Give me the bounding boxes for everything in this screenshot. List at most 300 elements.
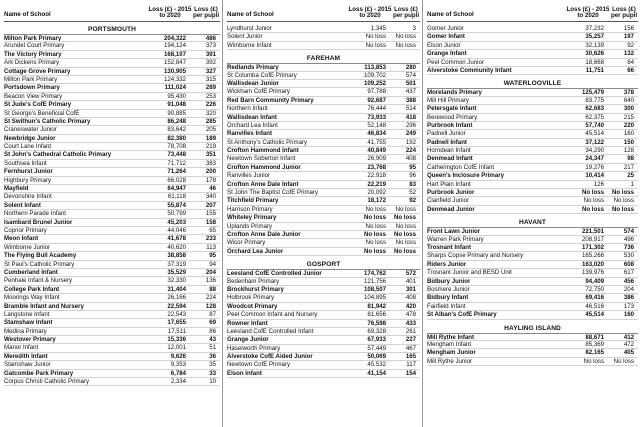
per-pupil-value: No loss: [393, 230, 416, 238]
loss-value: No loss: [581, 189, 604, 197]
header-per-pupil: Loss (£) per pupil: [392, 5, 420, 20]
table-row: [427, 341, 638, 349]
table-row: [427, 67, 638, 75]
table-row: [4, 235, 220, 243]
per-pupil-value: 220: [623, 121, 634, 129]
school-name: St John's Cathedral Catholic Primary: [4, 151, 112, 159]
loss-value: 62,683: [585, 105, 604, 113]
loss-value: 109,702: [363, 71, 386, 79]
loss-value: 9,626: [170, 352, 186, 360]
school-name: Solent Junior: [227, 33, 263, 41]
school-name: Gomer Junior: [427, 25, 464, 32]
table-row: [427, 227, 638, 235]
table-row: [4, 286, 220, 294]
school-name: Leesland CofE Controlled Junior: [227, 270, 322, 277]
school-name: Solent Infant: [4, 201, 41, 209]
school-name: Redlands Primary: [227, 64, 279, 71]
table-row: [4, 160, 220, 168]
loss-value: 194,124: [163, 42, 186, 50]
school-name: Alverstoke Community Infant: [427, 66, 512, 74]
column-body: [227, 22, 420, 378]
loss-value: 32,330: [167, 277, 186, 285]
loss-value: 124,332: [163, 75, 186, 83]
loss-value: 130,905: [163, 67, 186, 75]
school-name: Milton Park Primary: [4, 75, 58, 83]
per-pupil-value: 98: [627, 155, 634, 163]
per-pupil-value: 192: [405, 138, 416, 146]
loss-value: No loss: [363, 230, 386, 238]
per-pupil-value: 433: [405, 319, 416, 327]
table-row: [4, 303, 220, 311]
loss-value: 69,416: [585, 294, 604, 302]
loss-value: 90,885: [167, 109, 186, 117]
per-pupil-value: 253: [205, 92, 216, 100]
column-header: [427, 0, 638, 22]
school-name: Medina Primary: [4, 327, 47, 335]
loss-value: 23,768: [367, 163, 386, 171]
table-row: [227, 130, 420, 138]
table-row: [4, 168, 220, 176]
per-pupil-value: 189: [205, 134, 216, 142]
school-name: Crofton Hammond Infant: [227, 147, 299, 155]
per-pupil-value: 33: [209, 369, 216, 377]
table-row: [427, 42, 638, 50]
loss-value: 81,656: [367, 311, 386, 319]
per-pupil-value: 378: [623, 89, 634, 97]
column-body: [427, 22, 638, 366]
table-row: [227, 122, 420, 130]
per-pupil-value: 467: [405, 344, 416, 352]
loss-value: 221,501: [581, 228, 604, 236]
loss-value: 37,319: [167, 260, 186, 268]
school-name: Haselworth Primary: [227, 344, 281, 352]
school-name: Front Lawn Junior: [427, 228, 481, 235]
school-name: Highbury Primary: [4, 176, 52, 184]
per-pupil-value: 92: [627, 41, 634, 49]
header-school-name: Name of School: [227, 11, 274, 19]
table-row: [4, 344, 220, 352]
loss-value: No loss: [363, 247, 386, 255]
per-pupil-value: 217: [623, 163, 634, 171]
loss-value: 20,092: [367, 189, 386, 197]
loss-value: 78,708: [167, 143, 186, 151]
school-name: Horndean Infant: [427, 147, 471, 155]
loss-value: 69,328: [367, 327, 386, 335]
per-pupil-value: 132: [623, 50, 634, 58]
school-name: Leesland CofE Controlled Infant: [227, 327, 314, 335]
header-loss: Loss (£) - 2015 to 2020: [348, 5, 392, 20]
per-pupil-value: 388: [405, 96, 416, 104]
per-pupil-value: 617: [623, 269, 634, 277]
per-pupil-value: 472: [623, 340, 634, 348]
per-pupil-value: 351: [205, 151, 216, 159]
loss-value: 1,345: [370, 25, 386, 32]
per-pupil-value: 178: [205, 176, 216, 184]
table-row: [227, 345, 420, 353]
table-row: [4, 361, 220, 369]
school-name: Grange Infant: [427, 50, 467, 58]
loss-value: 73,933: [367, 113, 386, 121]
school-name: Trosnant Junior and BESD Unit: [427, 269, 512, 277]
per-pupil-value: 219: [205, 143, 216, 151]
per-pupil-value: 84: [627, 58, 634, 66]
loss-value: 40,620: [167, 243, 186, 251]
school-name: Arundel Court Primary: [4, 42, 65, 50]
loss-value: 204,322: [163, 35, 186, 42]
region-heading: FAREHAM: [306, 55, 341, 63]
school-name: Denmead Infant: [427, 155, 473, 163]
school-name: Orchard Lea Junior: [227, 247, 284, 255]
per-pupil-value: 224: [205, 294, 216, 302]
per-pupil-value: 408: [405, 155, 416, 163]
table-row: [227, 278, 420, 286]
loss-value: 45,532: [367, 361, 386, 369]
table-row: [427, 358, 638, 366]
table-row: [4, 126, 220, 134]
school-name: Meredith Infant: [4, 352, 48, 360]
per-pupil-value: No loss: [613, 197, 634, 205]
per-pupil-value: No loss: [395, 33, 416, 41]
table-row: [4, 59, 220, 67]
table-row: [227, 105, 420, 113]
table-row: [427, 244, 638, 252]
table-row: [4, 378, 220, 386]
table-row: [4, 151, 220, 159]
school-name: Warren Park Primary: [427, 235, 484, 243]
loss-value: 82,380: [167, 134, 186, 142]
table-row: [4, 311, 220, 319]
table-row: [4, 135, 220, 143]
school-name: Elson Junior: [427, 41, 461, 49]
loss-value: 55,874: [167, 201, 186, 209]
per-pupil-value: 574: [405, 71, 416, 79]
school-name: Crofton Hammond Junior: [227, 163, 301, 171]
table-row: [227, 269, 420, 277]
school-name: Lyndhurst Junior: [227, 25, 272, 32]
per-pupil-value: 215: [623, 113, 634, 121]
school-name: St John The Baptist CofE Primary: [227, 189, 318, 197]
school-name: Clanfield Junior: [427, 197, 470, 205]
loss-value: 10,414: [585, 172, 604, 180]
loss-value: 18,668: [585, 58, 604, 66]
table-column-1: [0, 0, 222, 427]
loss-value: 9,353: [170, 361, 186, 369]
per-pupil-value: 572: [405, 270, 416, 278]
per-pupil-value: 94: [209, 260, 216, 268]
loss-value: No loss: [365, 205, 386, 213]
loss-value: 208,917: [581, 235, 604, 243]
region-heading: HAVANT: [518, 219, 547, 227]
school-name: Milton Park Primary: [4, 35, 62, 42]
per-pupil-value: 128: [623, 147, 634, 155]
loss-value: 50,069: [367, 353, 386, 361]
table-row: [427, 130, 638, 138]
school-name: Orchard Lea Infant: [227, 121, 278, 129]
school-name: Wimborne Junior: [4, 243, 51, 251]
per-pupil-value: 486: [205, 35, 216, 42]
school-name: Copnor Primary: [4, 226, 47, 234]
loss-value: 37,122: [585, 138, 604, 146]
school-name: Bidbury Junior: [427, 277, 471, 285]
loss-value: 61,118: [167, 193, 186, 201]
school-name: Brockhurst Primary: [227, 285, 284, 293]
school-name: St Anthony's Catholic Primary: [227, 138, 308, 146]
school-name: Wimborne Infant: [227, 41, 272, 49]
loss-value: 85,369: [585, 340, 604, 348]
per-pupil-value: 420: [405, 302, 416, 310]
table-row: [4, 353, 220, 361]
school-name: Riders Junior: [427, 260, 467, 268]
per-pupil-value: 69: [209, 319, 216, 327]
loss-value: 174,762: [363, 270, 386, 278]
loss-value: 22,543: [167, 310, 186, 318]
loss-value: 91,048: [167, 101, 186, 109]
school-name: Cumberland Infant: [4, 268, 58, 276]
per-pupil-value: 173: [623, 302, 634, 310]
per-pupil-value: 204: [623, 285, 634, 293]
loss-value: 71,264: [167, 168, 186, 176]
per-pupil-value: No loss: [611, 189, 634, 197]
loss-value: No loss: [365, 33, 386, 41]
table-row: [227, 361, 420, 369]
table-row: [4, 68, 220, 76]
school-name: St Paul's Catholic Primary: [4, 260, 75, 268]
loss-value: No loss: [363, 214, 386, 222]
per-pupil-value: 249: [405, 130, 416, 138]
loss-value: No loss: [365, 41, 386, 49]
table-row: [427, 88, 638, 96]
table-row: [227, 25, 420, 33]
column-header: [4, 0, 220, 22]
table-row: [4, 202, 220, 210]
loss-value: 62,375: [585, 113, 604, 121]
table-row: [227, 197, 420, 205]
school-name: St Swithun's Catholic Primary: [4, 117, 91, 125]
table-row: [227, 172, 420, 180]
table-row: [427, 147, 638, 155]
loss-value: 40,849: [367, 147, 386, 155]
table-row: [227, 164, 420, 172]
table-row: [227, 97, 420, 105]
table-row: [427, 261, 638, 269]
school-name: Catherington CofE Infant: [427, 163, 495, 171]
per-pupil-value: 25: [627, 172, 634, 180]
table-row: [427, 333, 638, 341]
loss-value: 88,671: [585, 333, 604, 341]
per-pupil-value: 227: [405, 336, 416, 344]
school-name: Newbridge Junior: [4, 134, 56, 142]
per-pupil-value: 160: [623, 130, 634, 138]
loss-value: 83,775: [585, 96, 604, 104]
per-pupil-value: 51: [209, 344, 216, 352]
table-row: [227, 328, 420, 336]
region-heading: WATERLOOVILLE: [503, 80, 562, 88]
table-row: [227, 320, 420, 328]
table-row: [4, 185, 220, 193]
loss-value: 50,799: [167, 210, 186, 218]
table-column-3: [422, 0, 640, 427]
table-row: [427, 97, 638, 105]
per-pupil-value: 165: [405, 353, 416, 361]
school-name: Grange Junior: [227, 336, 269, 344]
per-pupil-value: 113: [206, 243, 216, 251]
table-row: [227, 239, 420, 247]
per-pupil-value: 514: [405, 105, 416, 113]
table-row: [427, 172, 638, 180]
loss-value: 41,154: [367, 369, 386, 377]
school-name: St Jude's CofE Primary: [4, 101, 72, 109]
table-row: [227, 33, 420, 41]
table-row: [427, 349, 638, 357]
per-pupil-value: 736: [623, 243, 634, 251]
header-per-pupil: Loss (£) per pupil: [192, 5, 220, 20]
table-row: [4, 76, 220, 84]
per-pupil-value: 160: [623, 311, 634, 319]
table-row: [4, 210, 220, 218]
school-name: Morelands Primary: [427, 89, 482, 96]
school-name: Newtown Soberton Infant: [227, 155, 296, 163]
loss-value: 86,248: [167, 117, 186, 125]
table-row: [4, 42, 220, 50]
table-row: [227, 303, 420, 311]
school-name: Isambard Brunel Junior: [4, 218, 73, 226]
loss-value: No loss: [365, 222, 386, 230]
loss-value: 32,139: [585, 41, 604, 49]
loss-value: 152,847: [163, 59, 186, 67]
per-pupil-value: 608: [623, 260, 634, 268]
per-pupil-value: 501: [405, 79, 416, 87]
per-pupil-value: 65: [209, 226, 216, 234]
school-name: Craneswater Junior: [4, 126, 57, 134]
table-row: [227, 214, 420, 222]
school-name: Southsea Infant: [4, 159, 47, 167]
per-pupil-value: 340: [205, 193, 216, 201]
per-pupil-value: 296: [405, 121, 416, 129]
loss-value: 83,642: [167, 126, 186, 134]
table-row: [227, 370, 420, 378]
loss-value: 76,598: [367, 319, 386, 327]
school-name: Purbrook Junior: [427, 189, 475, 197]
loss-value: 165,266: [581, 252, 604, 260]
per-pupil-value: 574: [623, 228, 634, 236]
school-name: Mengham Junior: [427, 349, 476, 357]
table-row: [427, 303, 638, 311]
region-heading: PORTSMOUTH: [88, 26, 136, 33]
loss-value: 57,740: [585, 121, 604, 129]
school-name: Hart Plain Infant: [427, 180, 471, 188]
per-pupil-value: 35: [209, 361, 216, 369]
table-row: [427, 155, 638, 163]
table-row: [427, 114, 638, 122]
table-row: [427, 286, 638, 294]
per-pupil-value: 300: [623, 105, 634, 113]
table-row: [227, 80, 420, 88]
school-name: Wickham CofE Primary: [227, 88, 290, 96]
school-name: Mayfield: [4, 185, 29, 193]
per-pupil-value: 95: [409, 163, 416, 171]
loss-value: 44,046: [167, 226, 186, 234]
school-name: St Alban's CofE Primary: [427, 311, 497, 319]
school-name: Petersgate Infant: [427, 105, 477, 113]
table-row: [227, 114, 420, 122]
loss-value: 73,448: [167, 151, 186, 159]
per-pupil-value: 530: [623, 252, 634, 260]
loss-value: 37,232: [585, 25, 604, 32]
loss-value: 22,594: [167, 302, 186, 310]
per-pupil-value: 205: [205, 126, 216, 134]
per-pupil-value: 478: [405, 311, 416, 319]
loss-value: 11,751: [585, 66, 604, 74]
school-name: Crofton Anne Dale Infant: [227, 180, 299, 188]
school-name: Mengham Infant: [427, 340, 472, 348]
table-row: [4, 177, 220, 185]
school-name: Langstone Infant: [4, 310, 50, 318]
per-pupil-value: 315: [205, 75, 216, 83]
loss-value: 46,516: [585, 302, 604, 310]
loss-value: 121,756: [363, 277, 386, 285]
loss-value: 30,626: [585, 50, 604, 58]
school-name: Beacon View Primary: [4, 92, 63, 100]
per-pupil-value: 289: [205, 84, 216, 92]
per-pupil-value: 83: [409, 180, 416, 188]
school-name: Purbrook Infant: [427, 121, 473, 129]
school-name: Uplands Primary: [227, 222, 273, 230]
loss-value: 22,219: [367, 180, 386, 188]
per-pupil-value: 391: [205, 50, 216, 58]
table-row: [4, 261, 220, 269]
school-name: Portsdown Primary: [4, 84, 60, 92]
loss-value: 15,336: [167, 336, 186, 344]
loss-value: 52,148: [367, 121, 386, 129]
loss-value: 113,853: [364, 64, 386, 72]
table-row: [227, 189, 420, 197]
school-name: Mill Rythe Infant: [427, 333, 475, 340]
loss-value: 111,024: [164, 84, 186, 92]
table-row: [4, 269, 220, 277]
loss-value: 45,203: [167, 218, 186, 226]
table-row: [4, 319, 220, 327]
school-name: The Victory Primary: [4, 50, 62, 58]
school-name: Penhale Infant & Nursery: [4, 277, 73, 285]
school-name: College Park Infant: [4, 285, 60, 293]
table-row: [427, 181, 638, 189]
per-pupil-value: 197: [623, 33, 634, 41]
school-name: Bramble Infant and Nursery: [4, 302, 84, 310]
school-name: Devonshire Infant: [4, 193, 52, 201]
table-row: [4, 336, 220, 344]
loss-value: 45,514: [585, 311, 604, 319]
per-pupil-value: 207: [205, 201, 216, 209]
per-pupil-value: 386: [623, 294, 634, 302]
per-pupil-value: 320: [205, 109, 216, 117]
header-school-name: Name of School: [427, 11, 474, 19]
school-name: Peel Common Junior: [427, 58, 484, 66]
table-row: [427, 33, 638, 41]
per-pupil-value: 46: [209, 185, 216, 193]
table-row: [4, 370, 220, 378]
table-row: [4, 219, 220, 227]
loss-value: 171,302: [581, 243, 604, 251]
table-column-2: [222, 0, 422, 427]
school-name: Elson Infant: [227, 369, 262, 377]
per-pupil-value: 373: [205, 42, 216, 50]
column-body: [4, 22, 220, 386]
per-pupil-value: 66: [627, 66, 634, 74]
table-row: [227, 181, 420, 189]
per-pupil-value: 200: [205, 168, 216, 176]
school-name: Westover Primary: [4, 336, 56, 344]
table-row: [227, 311, 420, 319]
